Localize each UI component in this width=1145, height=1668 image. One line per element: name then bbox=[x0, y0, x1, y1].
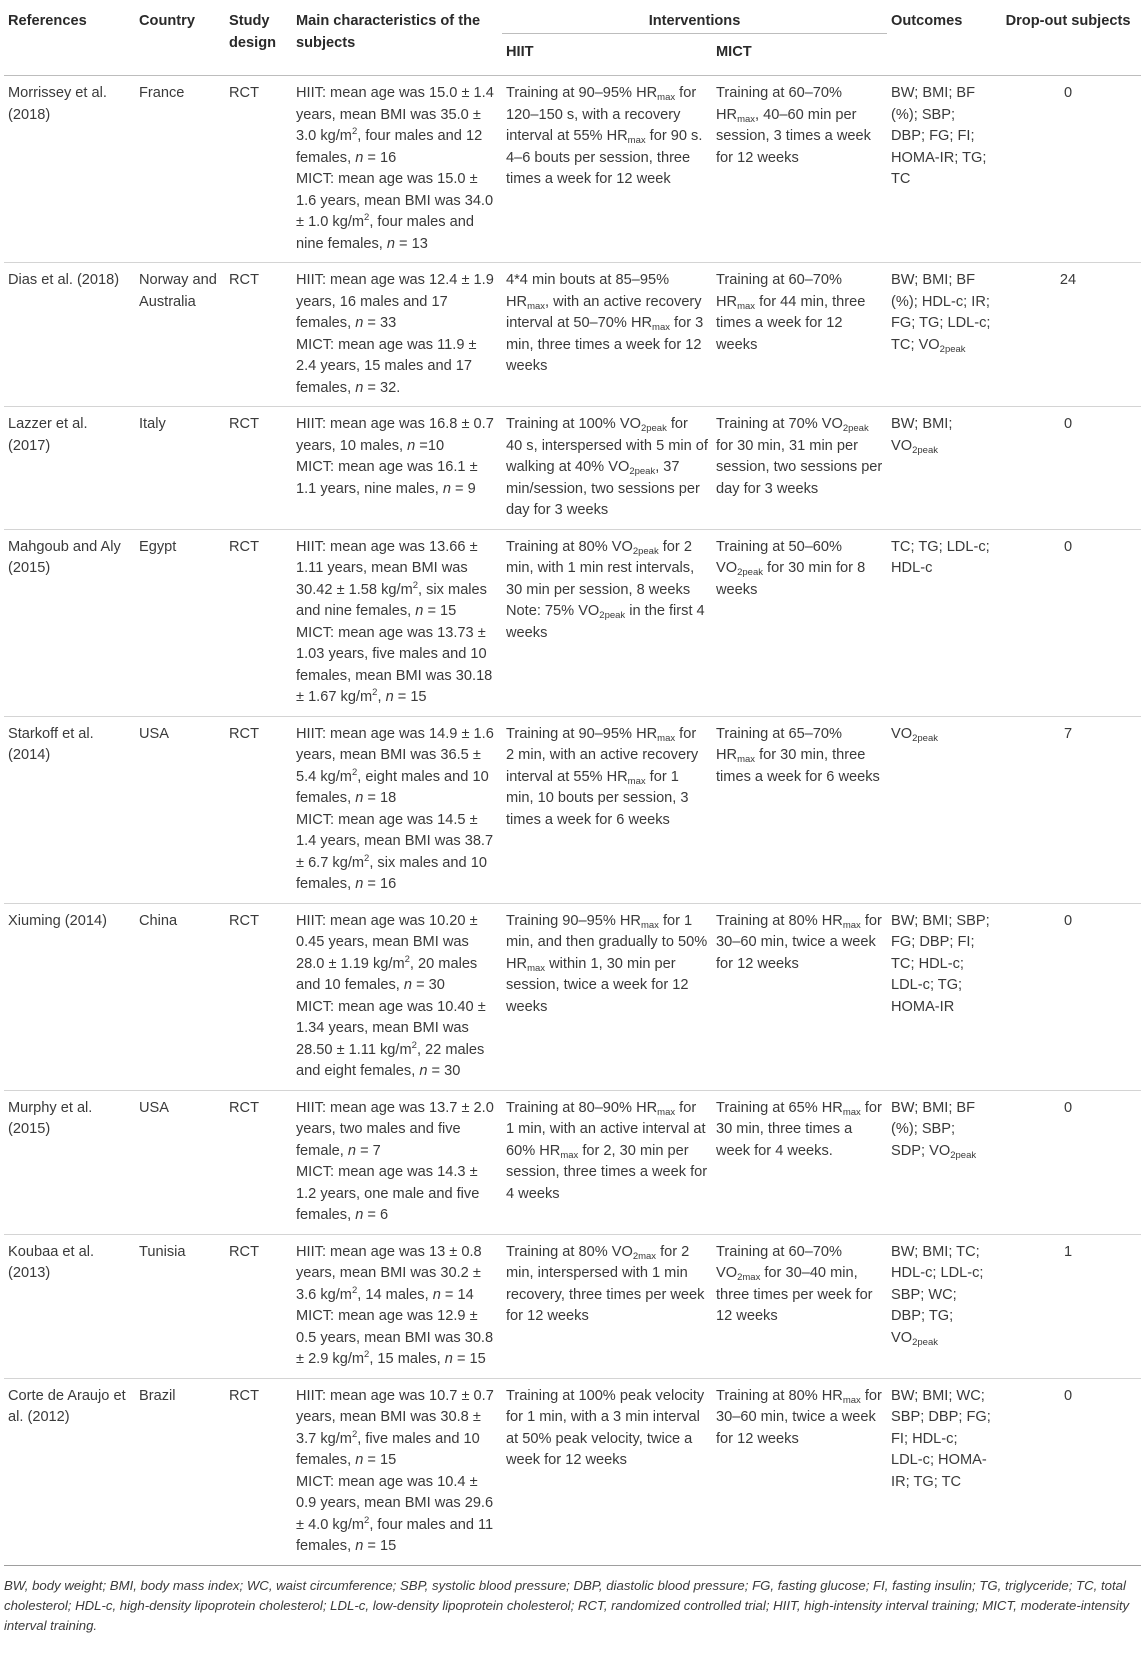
header-study-design: Study design bbox=[229, 13, 277, 51]
cell-mict: Training at 50–60% $VO_{2peak}$ for 30 min for 8 weeks bbox=[716, 538, 866, 598]
cell-characteristics: HIIT: mean age was 15.0 ± 1.4 years, mean BMI was 35.0 ± 3.0 $kg/m^2$, four males and 12 females, n = 16 MICT: mean age was 15.0 ± 1.6 years, mean BMI was 34.0 ± 1.0 $kg/m^2$, four males and nine females, n = 13 bbox=[296, 85, 494, 252]
cell-characteristics: HIIT: mean age was 13.66 ± 1.11 years, mean BMI was 30.42 ± 1.58 $kg/m^2$, six males and nine females, n = 15 MICT: mean age was 13.73 ± 1.03 years, five males and 10 females, mean BMI was 30.18 ± 1.67 $kg/m^2$, n = 15 bbox=[296, 538, 493, 705]
cell-design: RCT bbox=[229, 725, 259, 742]
header-outcomes: Outcomes bbox=[891, 13, 963, 29]
cell-characteristics: HIIT: mean age was 13 ± 0.8 years, mean BMI was 30.2 ± 3.6 $kg/m^2$, 14 males, n = 14 MICT: mean age was 12.9 ± 0.5 years, mean BMI was 30.8 ± 2.9 $kg/m^2$, 15 males, n = 15 bbox=[296, 1243, 494, 1367]
cell-hiit: Training at 80% $VO_{2max}$ for 2 min, interspersed with 1 min recovery, three times per week for 12 weeks bbox=[506, 1243, 705, 1324]
cell-outcomes: BW; BMI; WC; SBP; DBP; FG; FI; HDL-c; LDL-c; HOMA- IR; TG; TC bbox=[891, 1387, 991, 1490]
cell-country: Egypt bbox=[139, 538, 177, 555]
cell-outcomes: BW; BMI; $VO_{2peak}$ bbox=[891, 416, 953, 456]
header-interventions: Interventions bbox=[502, 8, 887, 33]
table-row bbox=[4, 1378, 1141, 1565]
cell-country: USA bbox=[139, 725, 170, 742]
cell-characteristics: HIIT: mean age was 16.8 ± 0.7 years, 10 males, n =10 MICT: mean age was 16.1 ± 1.1 years, nine males, n = 9 bbox=[296, 416, 494, 497]
cell-hiit: Training at 100% $VO_{2peak}$ for 40 s, interspersed with 5 min of walking at 40% $VO_{2peak}$, 37 min/session, two sessions per day for 3 weeks bbox=[506, 416, 708, 518]
cell-country: Norway and Australia bbox=[139, 272, 217, 310]
table-body bbox=[4, 76, 1141, 1566]
cell-hiit: Training at 80–90% $HR_{max}$ for 1 min, with an active interval at 60% $HR_{max}$ for 2, 30 min per session, three times a week for 4 weeks bbox=[506, 1099, 708, 1202]
header-characteristics: Main characteristics of the subjects bbox=[296, 13, 481, 51]
header-hiit: HIIT bbox=[506, 43, 534, 60]
cell-country: Italy bbox=[139, 416, 166, 432]
cell-reference: Murphy et al. (2015) bbox=[8, 1099, 93, 1137]
cell-hiit: Training 90–95% $HR_{max}$ for 1 min, and then gradually to 50% $HR_{max}$ within 1, 30 min per session, twice a week for 12 weeks bbox=[506, 912, 708, 1015]
cell-hiit: Training at 90–95% $HR_{max}$ for 2 min, with an active recovery interval at 55% $HR_{max}$ for 1 min, 10 bouts per session, 3 times a week for 6 weeks bbox=[506, 725, 699, 828]
cell-reference: Koubaa et al. (2013) bbox=[8, 1243, 95, 1281]
cell-country: USA bbox=[139, 1099, 170, 1116]
cell-outcomes: BW; BMI; BF (%); SBP; SDP; $VO_{2peak}$ bbox=[891, 1099, 977, 1161]
cell-mict: Training at 60–70% $VO_{2max}$ for 30–40 min, three times per week for 12 weeks bbox=[716, 1243, 873, 1324]
cell-mict: Training at 80% $HR_{max}$ for 30–60 min, twice a week for 12 weeks bbox=[716, 1387, 882, 1447]
cell-dropout: 0 bbox=[1063, 1387, 1073, 1404]
cell-country: France bbox=[139, 85, 185, 101]
table-row bbox=[4, 1234, 1141, 1378]
cell-hiit: Training at 90–95% $HR_{max}$ for 120–150 s, with a recovery interval at 55% $HR_{max}$ for 90 s. 4–6 bouts per session, three times a week for 12 week bbox=[506, 85, 703, 187]
cell-design: RCT bbox=[229, 416, 259, 432]
cell-dropout: 1 bbox=[1063, 1243, 1073, 1260]
cell-country: Tunisia bbox=[139, 1243, 186, 1260]
cell-design: RCT bbox=[229, 272, 259, 288]
table-row bbox=[4, 529, 1141, 716]
cell-dropout: 7 bbox=[1063, 725, 1073, 742]
cell-mict: Training at 60–70% $HR_{max}$, 40–60 min per session, 3 times a week for 12 weeks bbox=[716, 85, 871, 166]
cell-outcomes: BW; BMI; SBP; FG; DBP; FI; TC; HDL-c; LDL-c; TG; HOMA-IR bbox=[891, 912, 990, 1015]
cell-reference: Lazzer et al. (2017) bbox=[8, 416, 88, 454]
table-row bbox=[4, 716, 1141, 903]
cell-outcomes: BW; BMI; BF (%); HDL-c; IR; FG; TG; LDL-c; TC; $VO_{2peak}$ bbox=[891, 272, 991, 355]
cell-dropout: 0 bbox=[1063, 416, 1073, 432]
cell-country: Brazil bbox=[139, 1387, 176, 1404]
cell-hiit: 4*4 min bouts at 85–95% $HR_{max}$, with an active recovery interval at 50–70% $HR_{max}$ for 3 min, three times a week for 12 weeks bbox=[506, 272, 704, 374]
table-row bbox=[4, 263, 1141, 407]
cell-dropout: 0 bbox=[1063, 912, 1073, 929]
cell-mict: Training at 70% $VO_{2peak}$ for 30 min, 31 min per session, two sessions per day for 3 weeks bbox=[716, 416, 883, 497]
cell-mict: Training at 65–70% $HR_{max}$ for 30 min, three times a week for 6 weeks bbox=[716, 725, 880, 785]
cell-country: China bbox=[139, 912, 178, 929]
cell-outcomes: TC; TG; LDL-c; HDL-c bbox=[891, 538, 990, 576]
cell-characteristics: HIIT: mean age was 10.20 ± 0.45 years, mean BMI was 28.0 ± 1.19 $kg/m^2$, 20 males and 10 females, n = 30 MICT: mean age was 10.40 ± 1.34 years, mean BMI was 28.50 ± 1.11 $kg/m^2$, 22 males and eight females, n = 30 bbox=[296, 912, 486, 1079]
studies-table bbox=[4, 8, 1141, 1566]
table-row bbox=[4, 76, 1141, 263]
table-header bbox=[4, 8, 1141, 76]
cell-characteristics: HIIT: mean age was 10.7 ± 0.7 years, mean BMI was 30.8 ± 3.7 $kg/m^2$, five males and 10 females, n = 15 MICT: mean age was 10.4 ± 0.9 years, mean BMI was 29.6 ± 4.0 $kg/m^2$, four males and 11 females, n = 15 bbox=[296, 1387, 494, 1554]
cell-design: RCT bbox=[229, 538, 259, 555]
header-dropout: Drop-out subjects bbox=[1005, 13, 1131, 29]
cell-characteristics: HIIT: mean age was 14.9 ± 1.6 years, mean BMI was 36.5 ± 5.4 $kg/m^2$, eight males and 10 females, n = 18 MICT: mean age was 14.5 ± 1.4 years, mean BMI was 38.7 ± 6.7 $kg/m^2$, six males and 10 females, n = 16 bbox=[296, 725, 494, 892]
table-row bbox=[4, 903, 1141, 1090]
cell-design: RCT bbox=[229, 1387, 259, 1404]
cell-design: RCT bbox=[229, 85, 259, 101]
cell-dropout: 0 bbox=[1063, 538, 1073, 555]
table-row bbox=[4, 1090, 1141, 1234]
cell-reference: Mahgoub and Aly (2015) bbox=[8, 538, 121, 576]
cell-reference: Dias et al. (2018) bbox=[8, 272, 120, 288]
cell-hiit: Training at 100% peak velocity for 1 min, with a 3 min interval at 50% peak velocity, twice a week for 12 weeks bbox=[506, 1387, 705, 1468]
cell-outcomes: $VO_{2peak}$ bbox=[891, 725, 938, 744]
table-footnote: BW, body weight; BMI, body mass index; WC, waist circumference; SBP, systolic blood pressure; DBP, diastolic blood pressure; FG, fasting glucose; FI, fasting insulin; TG, triglyceride; TC, total cholesterol; HDL-c, high-density lipoprotein cholesterol; LDL-c, low-density lipoprotein cholesterol; RCT, randomized controlled trial; HIIT, high-intensity interval training; MICT, moderate-intensity interval training. bbox=[4, 1577, 1130, 1633]
cell-design: RCT bbox=[229, 1099, 259, 1116]
cell-outcomes: BW; BMI; TC; HDL-c; LDL-c; SBP; WC; DBP; TG; $VO_{2peak}$ bbox=[891, 1243, 984, 1348]
cell-dropout: 0 bbox=[1063, 85, 1073, 101]
cell-hiit: Training at 80% $VO_{2peak}$ for 2 min, with 1 min rest intervals, 30 min per session, 8 weeks Note: 75% $VO_{2peak}$ in the first 4 weeks bbox=[506, 538, 705, 641]
cell-reference: Starkoff et al. (2014) bbox=[8, 725, 94, 763]
cell-dropout: 0 bbox=[1063, 1099, 1073, 1116]
header-mict: MICT bbox=[716, 43, 752, 60]
cell-characteristics: HIIT: mean age was 13.7 ± 2.0 years, two males and five female, n = 7 MICT: mean age was 14.3 ± 1.2 years, one male and five females, n = 6 bbox=[296, 1099, 494, 1223]
cell-design: RCT bbox=[229, 1243, 259, 1260]
cell-design: RCT bbox=[229, 912, 259, 929]
cell-mict: Training at 80% $HR_{max}$ for 30–60 min, twice a week for 12 weeks bbox=[716, 912, 882, 972]
cell-mict: Training at 60–70% $HR_{max}$ for 44 min, three times a week for 12 weeks bbox=[716, 272, 866, 353]
cell-reference: Morrissey et al. (2018) bbox=[8, 85, 107, 123]
cell-characteristics: HIIT: mean age was 12.4 ± 1.9 years, 16 males and 17 females, n = 33 MICT: mean age was 11.9 ± 2.4 years, 15 males and 17 females, n = 32. bbox=[296, 272, 494, 396]
header-country: Country bbox=[139, 13, 195, 29]
table-row bbox=[4, 407, 1141, 530]
cell-reference: Corte de Araujo et al. (2012) bbox=[8, 1387, 126, 1425]
cell-dropout: 24 bbox=[1059, 272, 1077, 288]
header-references: References bbox=[8, 13, 87, 29]
cell-reference: Xiuming (2014) bbox=[8, 912, 107, 929]
cell-outcomes: BW; BMI; BF (%); SBP; DBP; FG; FI; HOMA-IR; TG; TC bbox=[891, 85, 987, 187]
cell-mict: Training at 65% $HR_{max}$ for 30 min, three times a week for 4 weeks. bbox=[716, 1099, 882, 1159]
